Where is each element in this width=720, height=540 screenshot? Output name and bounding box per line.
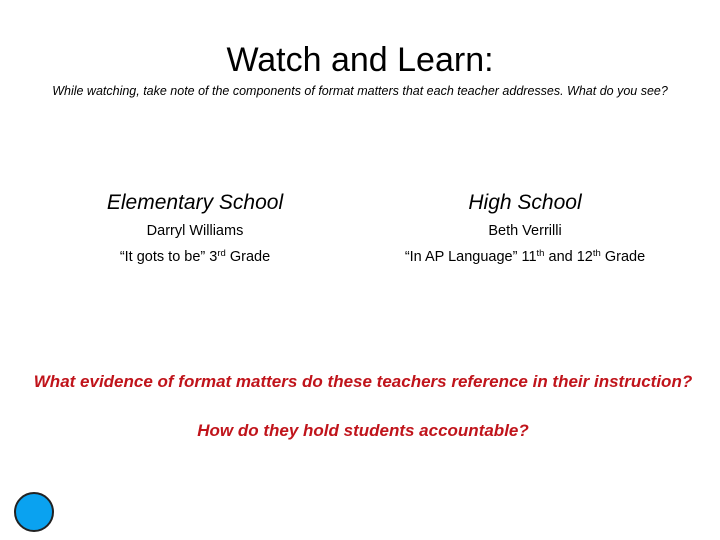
high-school-video-caption <box>370 244 680 270</box>
question-evidence: What evidence of format matters do these teachers reference in their instruction? <box>33 372 693 391</box>
high-school-heading: High School <box>468 191 582 214</box>
high-school-column <box>370 188 680 270</box>
high-school-video-title: “In AP Language” <box>404 249 518 265</box>
elementary-grade-word: Grade <box>229 249 271 265</box>
slide-subtitle: While watching, take note of the components of format matters that each teacher addresses. What do you see? <box>52 84 668 98</box>
high-school-and-word: and <box>548 249 573 265</box>
high-school-grade-suffix-2: th <box>592 247 601 259</box>
elementary-grade-suffix: rd <box>217 247 226 259</box>
high-school-grade-suffix-1: th <box>536 247 545 259</box>
slide-title: Watch and Learn: <box>226 41 494 79</box>
elementary-grade-number: 3 <box>209 249 218 265</box>
elementary-school-heading: Elementary School <box>106 191 284 214</box>
elementary-video-caption <box>60 244 330 270</box>
circle-button-icon[interactable] <box>14 492 54 532</box>
high-school-teacher-name: Beth Verrilli <box>488 223 562 239</box>
elementary-school-column <box>60 188 330 270</box>
elementary-video-title: “It gots to be” <box>119 249 206 265</box>
elementary-teacher-name: Darryl Williams <box>146 223 244 239</box>
high-school-grade-number-2: 12 <box>576 249 593 265</box>
high-school-grade-number-1: 11 <box>521 249 537 265</box>
question-accountability: How do they hold students accountable? <box>197 421 529 440</box>
high-school-grade-word: Grade <box>604 249 646 265</box>
